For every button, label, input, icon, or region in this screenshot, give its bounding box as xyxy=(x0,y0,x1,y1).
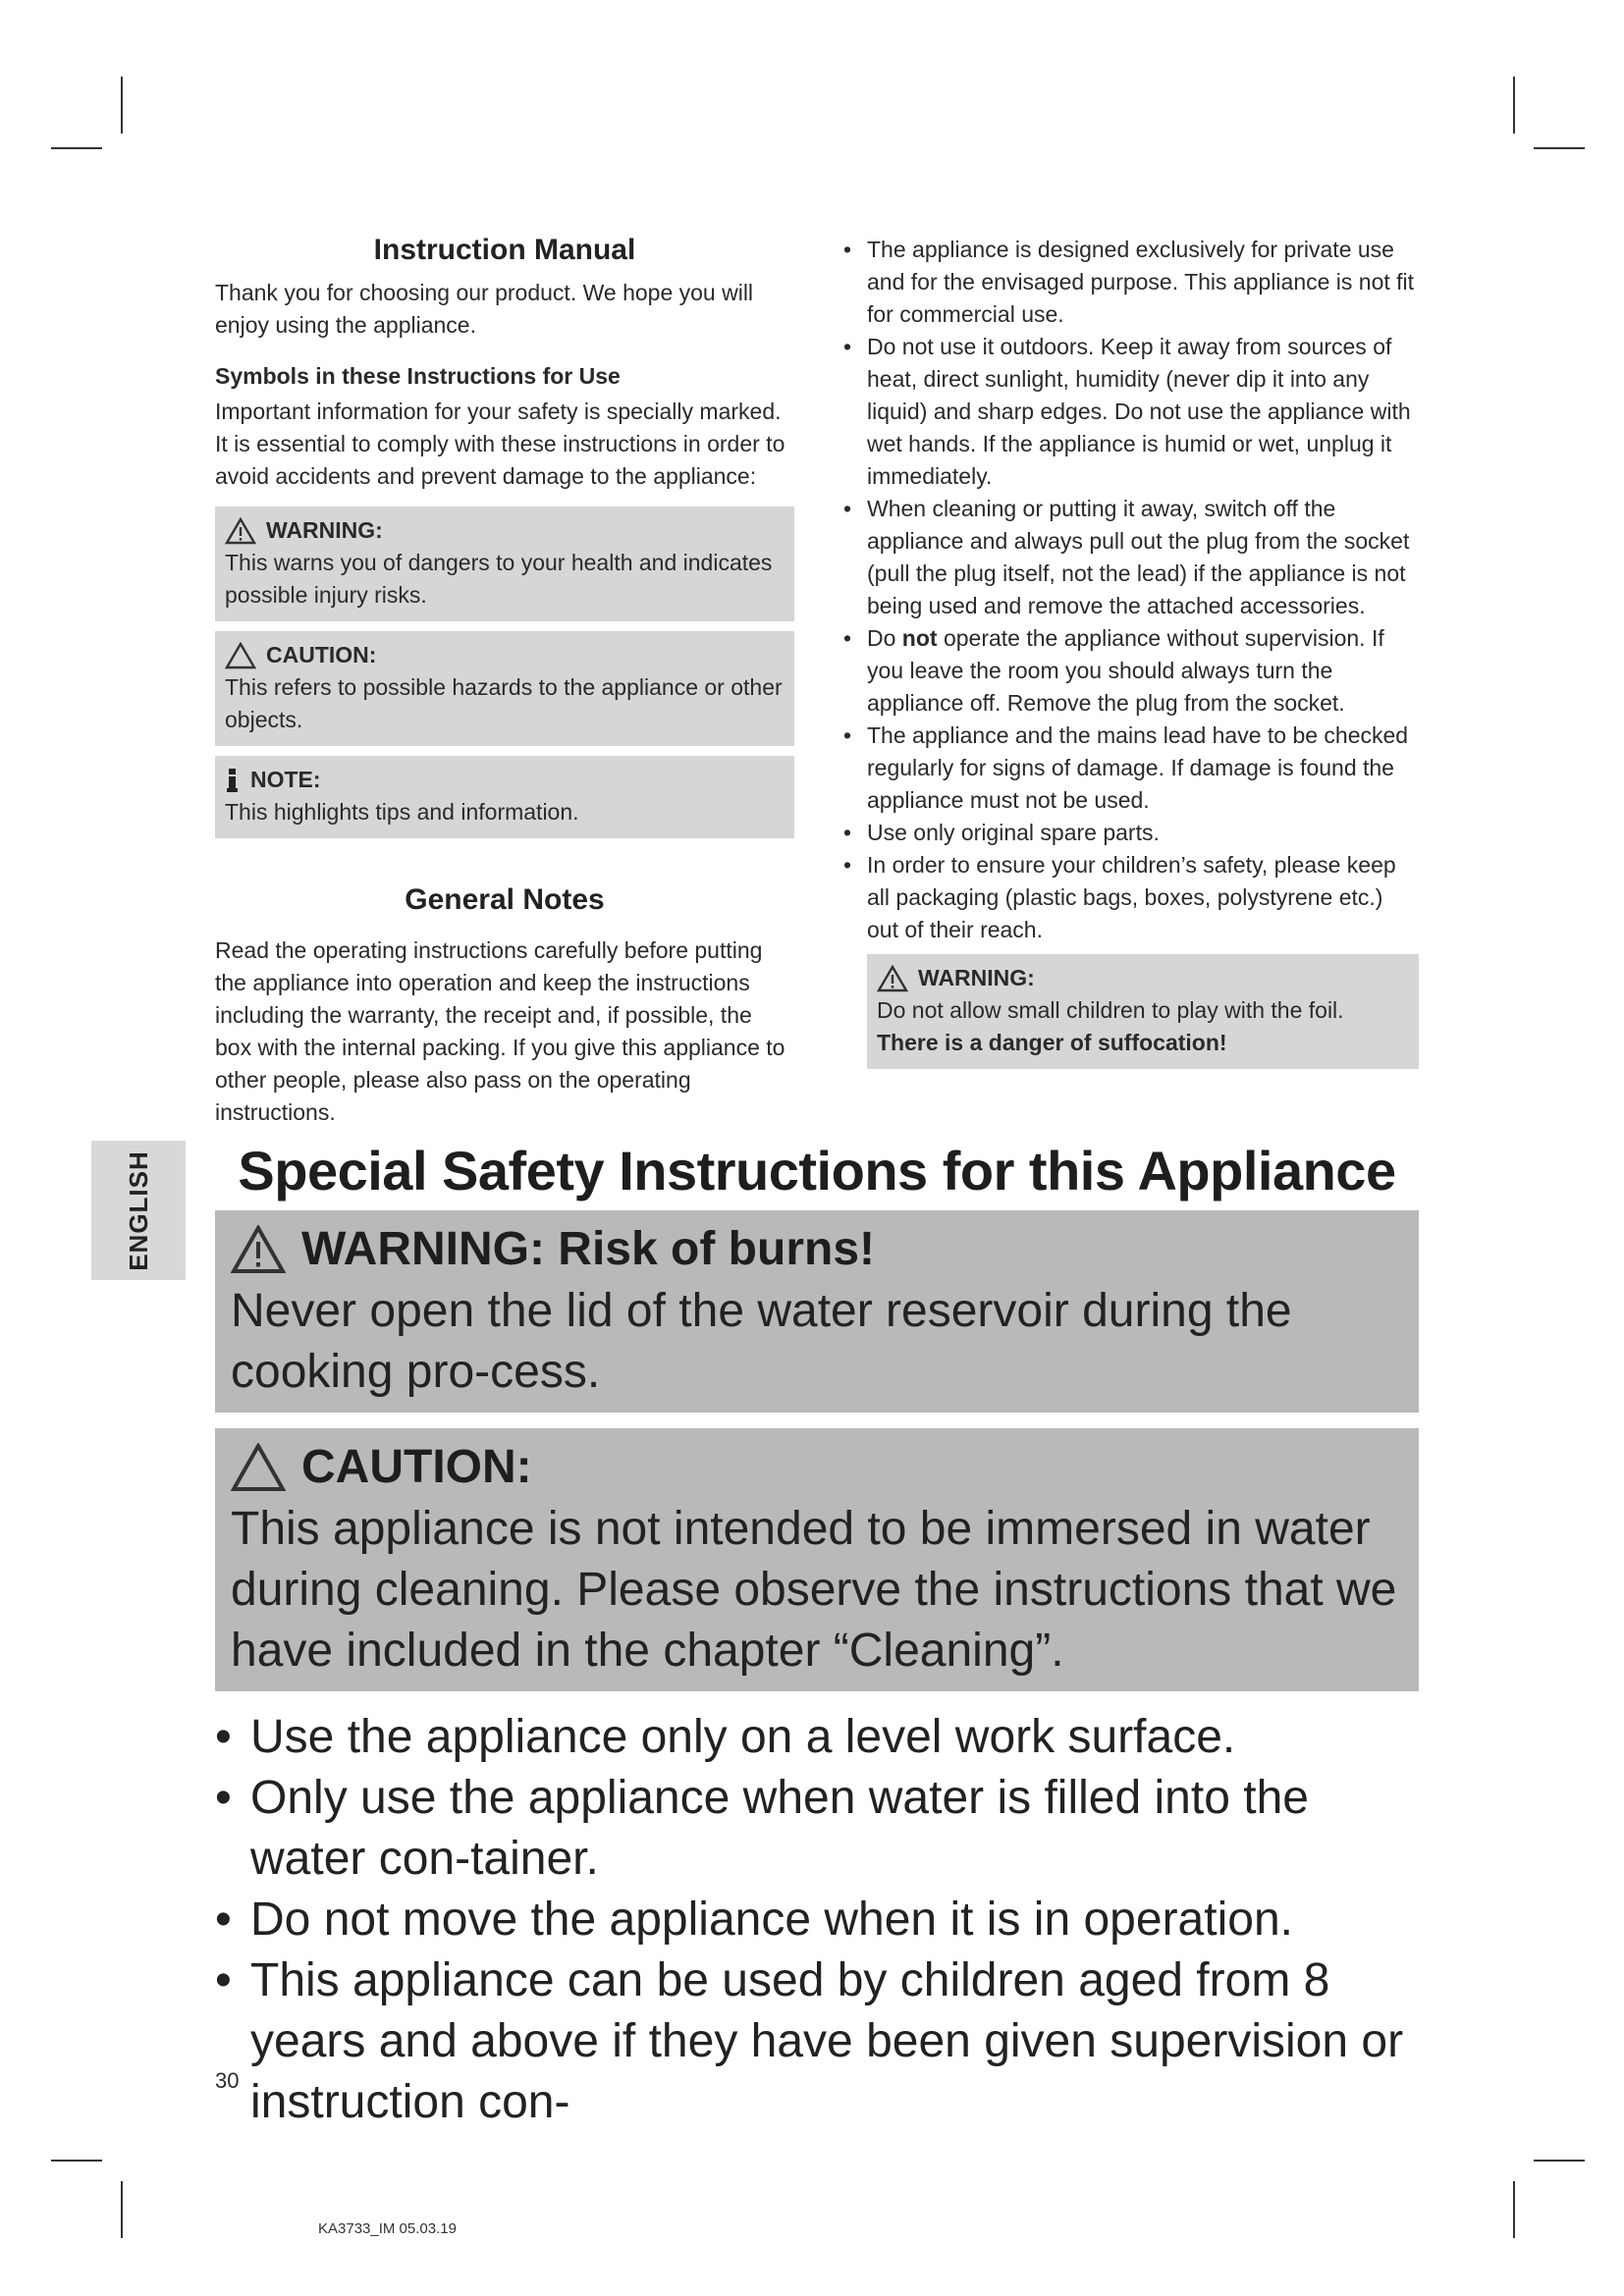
warning-triangle-icon xyxy=(877,965,908,992)
list-item: • When cleaning or putting it away, switch off the appliance and always pull out the plug from the socket (pull the plug itself, not the lead) if the appliance is not being used and remove the attached accessories. xyxy=(839,493,1419,622)
list-item: • The appliance and the mains lead have to be checked regularly for signs of damage. If damage is found the appliance must not be used. xyxy=(839,720,1419,817)
caution-triangle-icon xyxy=(231,1443,286,1492)
special-safety-title: Special Safety Instructions for this Appliance xyxy=(238,1140,1396,1201)
warning-text: This warns you of dangers to your health and indicates possible injury risks. xyxy=(225,550,773,608)
left-column xyxy=(215,234,794,1129)
safety-list xyxy=(839,234,1419,946)
caution-box xyxy=(215,631,794,746)
general-notes-text: Read the operating instructions carefully before putting the appliance into operation and keep the instructions including the warranty, the receipt and, if possible, the box with the internal packing. If you give this appliance to other people, please also pass on the operating instructions. xyxy=(215,937,785,1125)
immersion-caution-box xyxy=(215,1428,1419,1691)
immersion-caution-label: CAUTION: xyxy=(301,1441,532,1493)
crop-mark xyxy=(51,2160,102,2162)
crop-mark xyxy=(1534,2160,1585,2162)
suffocation-warning-box xyxy=(867,954,1419,1069)
intro-text: Thank you for choosing our product. We hope you will enjoy using the appliance. xyxy=(215,280,754,338)
emphasis-not: not xyxy=(901,625,938,651)
caution-label: CAUTION: xyxy=(266,642,377,667)
symbols-text: Important information for your safety is specially marked. It is essential to comply with these instructions in order to avoid accidents and prevent damage to the appliance: xyxy=(215,399,785,489)
warning-label: WARNING: xyxy=(918,965,1035,990)
warning-label: WARNING: xyxy=(266,517,383,543)
list-item: • Only use the appliance when water is filled into the water con-tainer. xyxy=(215,1768,1419,1890)
warning-triangle-icon xyxy=(231,1225,286,1274)
warning-triangle-icon xyxy=(225,517,256,545)
note-box xyxy=(215,756,794,838)
burn-warning-label: WARNING: Risk of burns! xyxy=(301,1223,875,1275)
crop-mark xyxy=(121,77,123,133)
immersion-caution-text: This appliance is not intended to be immersed in water during cleaning. Please observe the instructions that we have included in the chapter “Cleaning”. xyxy=(231,1503,1397,1677)
caution-text: This refers to possible hazards to the appliance or other objects. xyxy=(225,674,783,732)
symbols-heading: Symbols in these Instructions for Use xyxy=(215,363,621,389)
list-item: • Use only original spare parts. xyxy=(839,817,1419,849)
crop-mark xyxy=(51,147,102,149)
crop-mark xyxy=(1534,147,1585,149)
list-item: • Use the appliance only on a level work surface. xyxy=(215,1707,1419,1768)
list-item: • Do not move the appliance when it is in operation. xyxy=(215,1890,1419,1950)
caution-triangle-icon xyxy=(225,642,256,669)
list-item: • Do not use it outdoors. Keep it away from sources of heat, direct sunlight, humidity (never dip it into any liquid) and sharp edges. Do not use the appliance with wet hands. If the appliance is humid or wet, unplug it immediately. xyxy=(839,331,1419,493)
warning-text-bold: There is a danger of suffocation! xyxy=(877,1030,1227,1055)
language-label: ENGLISH xyxy=(123,1149,153,1271)
crop-mark xyxy=(1513,77,1515,133)
right-column xyxy=(839,234,1419,1069)
page-number: 30 xyxy=(215,2068,240,2093)
list-item: • In order to ensure your children’s safety, please keep all packaging (plastic bags, boxes, polystyrene etc.) out of their reach. xyxy=(839,849,1419,946)
special-safety-list xyxy=(215,1707,1419,2133)
note-text: This highlights tips and information. xyxy=(225,799,579,825)
general-notes-heading: General Notes xyxy=(405,883,605,916)
list-item xyxy=(839,622,1419,720)
manual-title: Instruction Manual xyxy=(373,234,636,266)
crop-mark xyxy=(1513,2181,1515,2238)
list-item: • The appliance is designed exclusively for private use and for the envisaged purpose. This appliance is not fit for commercial use. xyxy=(839,234,1419,331)
warning-text: Do not allow small children to play with the foil. xyxy=(877,997,1344,1023)
info-icon xyxy=(225,767,241,794)
list-item-text: operate the appliance without supervision. If you leave the room you should always turn the appliance off. Remove the plug from the socket. xyxy=(867,625,1384,716)
special-safety-section xyxy=(215,1139,1419,2133)
language-tab xyxy=(91,1141,186,1280)
crop-mark xyxy=(121,2181,123,2238)
burn-warning-text: Never open the lid of the water reservoir during the cooking pro-cess. xyxy=(231,1285,1292,1398)
list-item: • This appliance can be used by children aged from 8 years and above if they have been given supervision or instruction con- xyxy=(215,1950,1419,2133)
warning-box xyxy=(215,507,794,621)
print-footer: KA3733_IM 05.03.19 xyxy=(318,2220,457,2237)
burn-warning-box xyxy=(215,1210,1419,1413)
list-item-text: Do xyxy=(867,625,902,651)
note-label: NOTE: xyxy=(250,767,321,792)
